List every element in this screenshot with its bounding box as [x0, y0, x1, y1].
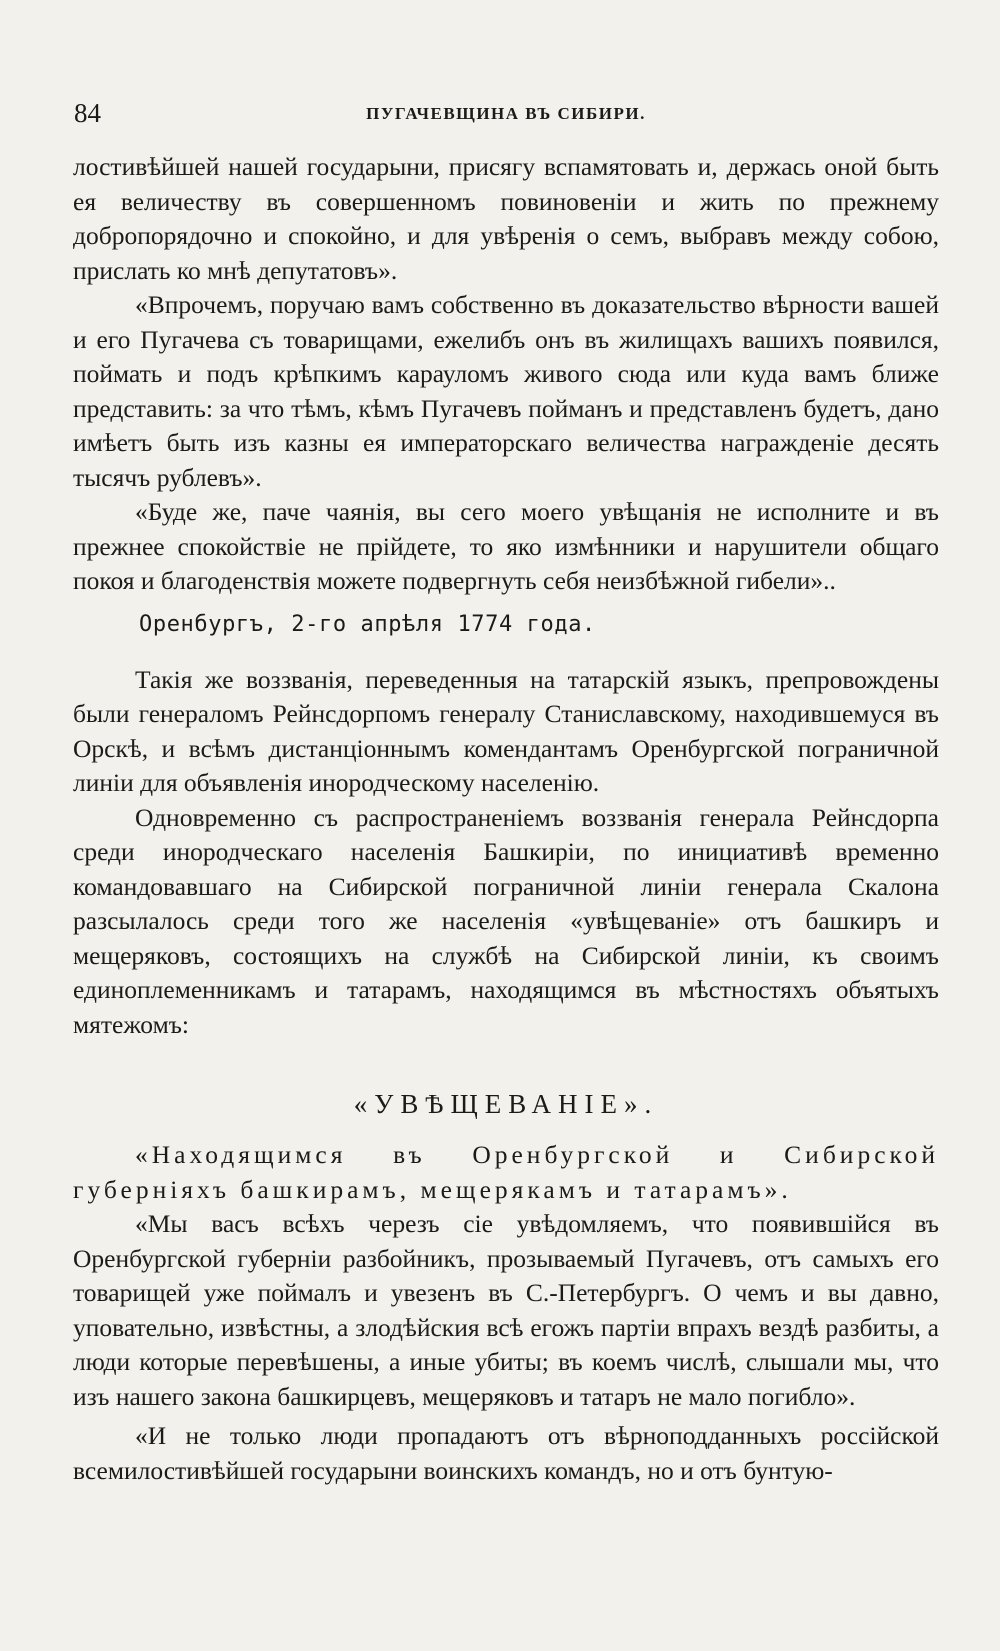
body-text	[73, 150, 939, 1488]
paragraph: Одновременно съ распространенiемъ воззванiя генерала Рейнсдорпа среди инородческаго населенiя Башкирiи, по инициативѣ временно командовавшаго на Сибирской пограничной линiи генерала Скалона разсылалось среди того же населенiя «увѣщеванiе» отъ башкиръ и мещеряковъ, состоящихъ на службѣ на Сибирской линiи, къ своимъ единоплеменникамъ и татарамъ, находящимся въ мѣстностяхъ объятыхъ мятежомъ:	[73, 802, 939, 1039]
paragraph: «Находящимся въ Оренбургской и Сибирской губернiяхъ башкирамъ, мещерякамъ и татарамъ».	[73, 1140, 939, 1204]
section-title: «УВѢЩЕВАНIЕ».	[353, 1089, 659, 1119]
paragraph: «Впрочемъ, поручаю вамъ собственно въ доказательство вѣрности вашей и его Пугачева съ товарищами, ежелибъ онъ въ жилищахъ вашихъ появился, поймать и подъ крѣпкимъ карауломъ живого сюда или куда вамъ ближе представить: за что тѣмъ, кѣмъ Пугачевъ пойманъ и представленъ будетъ, дано имѣетъ быть изъ казны ея императорскаго величества награжденiе десять тысячъ рублевъ».	[73, 290, 939, 492]
paragraph: лостивѣйшей нашей государыни, присягу вспамятовать и, держась оной быть ея величеству въ совершенномъ повиновенiи и жить по прежнему добропорядочно и спокойно, и для увѣренiя о семъ, выбравъ между собою, прислать ко мнѣ депутатовъ».	[73, 152, 939, 285]
paragraph: «И не только люди пропадаютъ отъ вѣрноподданныхъ россiйской всемилостивѣйшей государыни воинскихъ командъ, но и отъ бунтую-	[73, 1421, 939, 1485]
page-number: 84	[74, 98, 101, 128]
dateline: Оренбургъ, 2-го апрѣля 1774 года.	[139, 611, 596, 637]
paragraph: «Мы васъ всѣхъ черезъ сiе увѣдомляемъ, что появившiйся въ Оренбургской губернiи разбойникъ, прозываемый Пугачевъ, отъ самыхъ его товарищей уже поймалъ и увезенъ въ С.-Петербургъ. О чемъ и вы давно, уповательно, извѣстны, а злодѣйския всѣ егожъ партiи впрахъ вездѣ разбиты, а люди которые перевѣшены, а иные убиты; въ коемъ числѣ, слышали мы, что изъ нашего закона башкирцевъ, мещеряковъ и татаръ не мало погибло».	[73, 1209, 939, 1411]
running-title: ПУГАЧЕВЩИНА ВЪ СИБИРИ.	[366, 104, 646, 123]
running-head	[74, 98, 938, 130]
paragraph: «Буде же, паче чаянiя, вы сего моего увѣщанiя не исполните и въ прежнее спокойствiе не прiйдете, то яко измѣнники и нарушители общаго покоя и благоденствiя можете подвергнуть себя неизбѣжной гибели»..	[73, 497, 939, 595]
paragraph: Такiя же воззванiя, переведенныя на татарскiй языкъ, препровождены были генераломъ Рейнсдорпомъ генералу Станиславскому, находившемуся въ Орскѣ, и всѣмъ дистанцiоннымъ комендантамъ Оренбургской пограничной линiи для объявленiя инородческому населенiю.	[73, 664, 939, 797]
